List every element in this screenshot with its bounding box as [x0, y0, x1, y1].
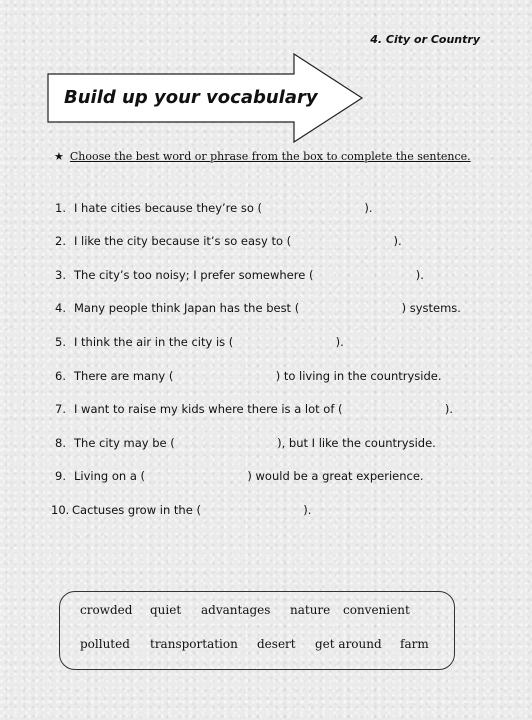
star-icon: ★ [54, 150, 64, 163]
question-text: I want to raise my kids where there is a lot of ( ). [74, 402, 454, 416]
word-desert: desert [257, 637, 296, 651]
question-text: I hate cities because they’re so ( ). [74, 201, 373, 215]
question-number: 9. [55, 469, 66, 483]
question-text: There are many ( ) to living in the countryside. [74, 369, 442, 383]
question-number: 5. [55, 335, 66, 349]
title-banner [46, 52, 364, 144]
question-number: 8. [55, 436, 66, 450]
question-text: I like the city because it’s so easy to ( ). [74, 234, 402, 248]
word-nature: nature [290, 603, 331, 617]
word-polluted: polluted [80, 637, 130, 651]
question-text: I think the air in the city is ( ). [74, 335, 344, 349]
word-transportation: transportation [150, 637, 238, 651]
question-number: 10. [51, 503, 70, 517]
question-text: Living on a ( ) would be a great experience. [74, 469, 424, 483]
word-box [59, 591, 455, 670]
word-crowded: crowded [80, 603, 133, 617]
question-number: 6. [55, 369, 66, 383]
question-text: The city’s too noisy; I prefer somewhere ( ). [74, 268, 424, 282]
word-get-around: get around [315, 637, 382, 651]
banner-title: Build up your vocabulary [64, 87, 318, 108]
instruction-text: Choose the best word or phrase from the box to complete the sentence. [69, 150, 471, 163]
question-number: 3. [55, 268, 66, 282]
question-number: 7. [55, 402, 66, 416]
question-number: 4. [55, 301, 66, 315]
question-text: The city may be ( ), but I like the countryside. [74, 436, 436, 450]
instruction [54, 150, 471, 163]
question-text: Cactuses grow in the ( ). [72, 503, 312, 517]
question-number: 1. [55, 201, 66, 215]
word-advantages: advantages [201, 603, 271, 617]
question-text: Many people think Japan has the best ( ) systems. [74, 301, 461, 315]
word-quiet: quiet [150, 603, 182, 617]
word-farm: farm [400, 637, 429, 651]
unit-label: 4. City or Country [370, 33, 480, 46]
question-number: 2. [55, 234, 66, 248]
word-convenient: convenient [343, 603, 410, 617]
